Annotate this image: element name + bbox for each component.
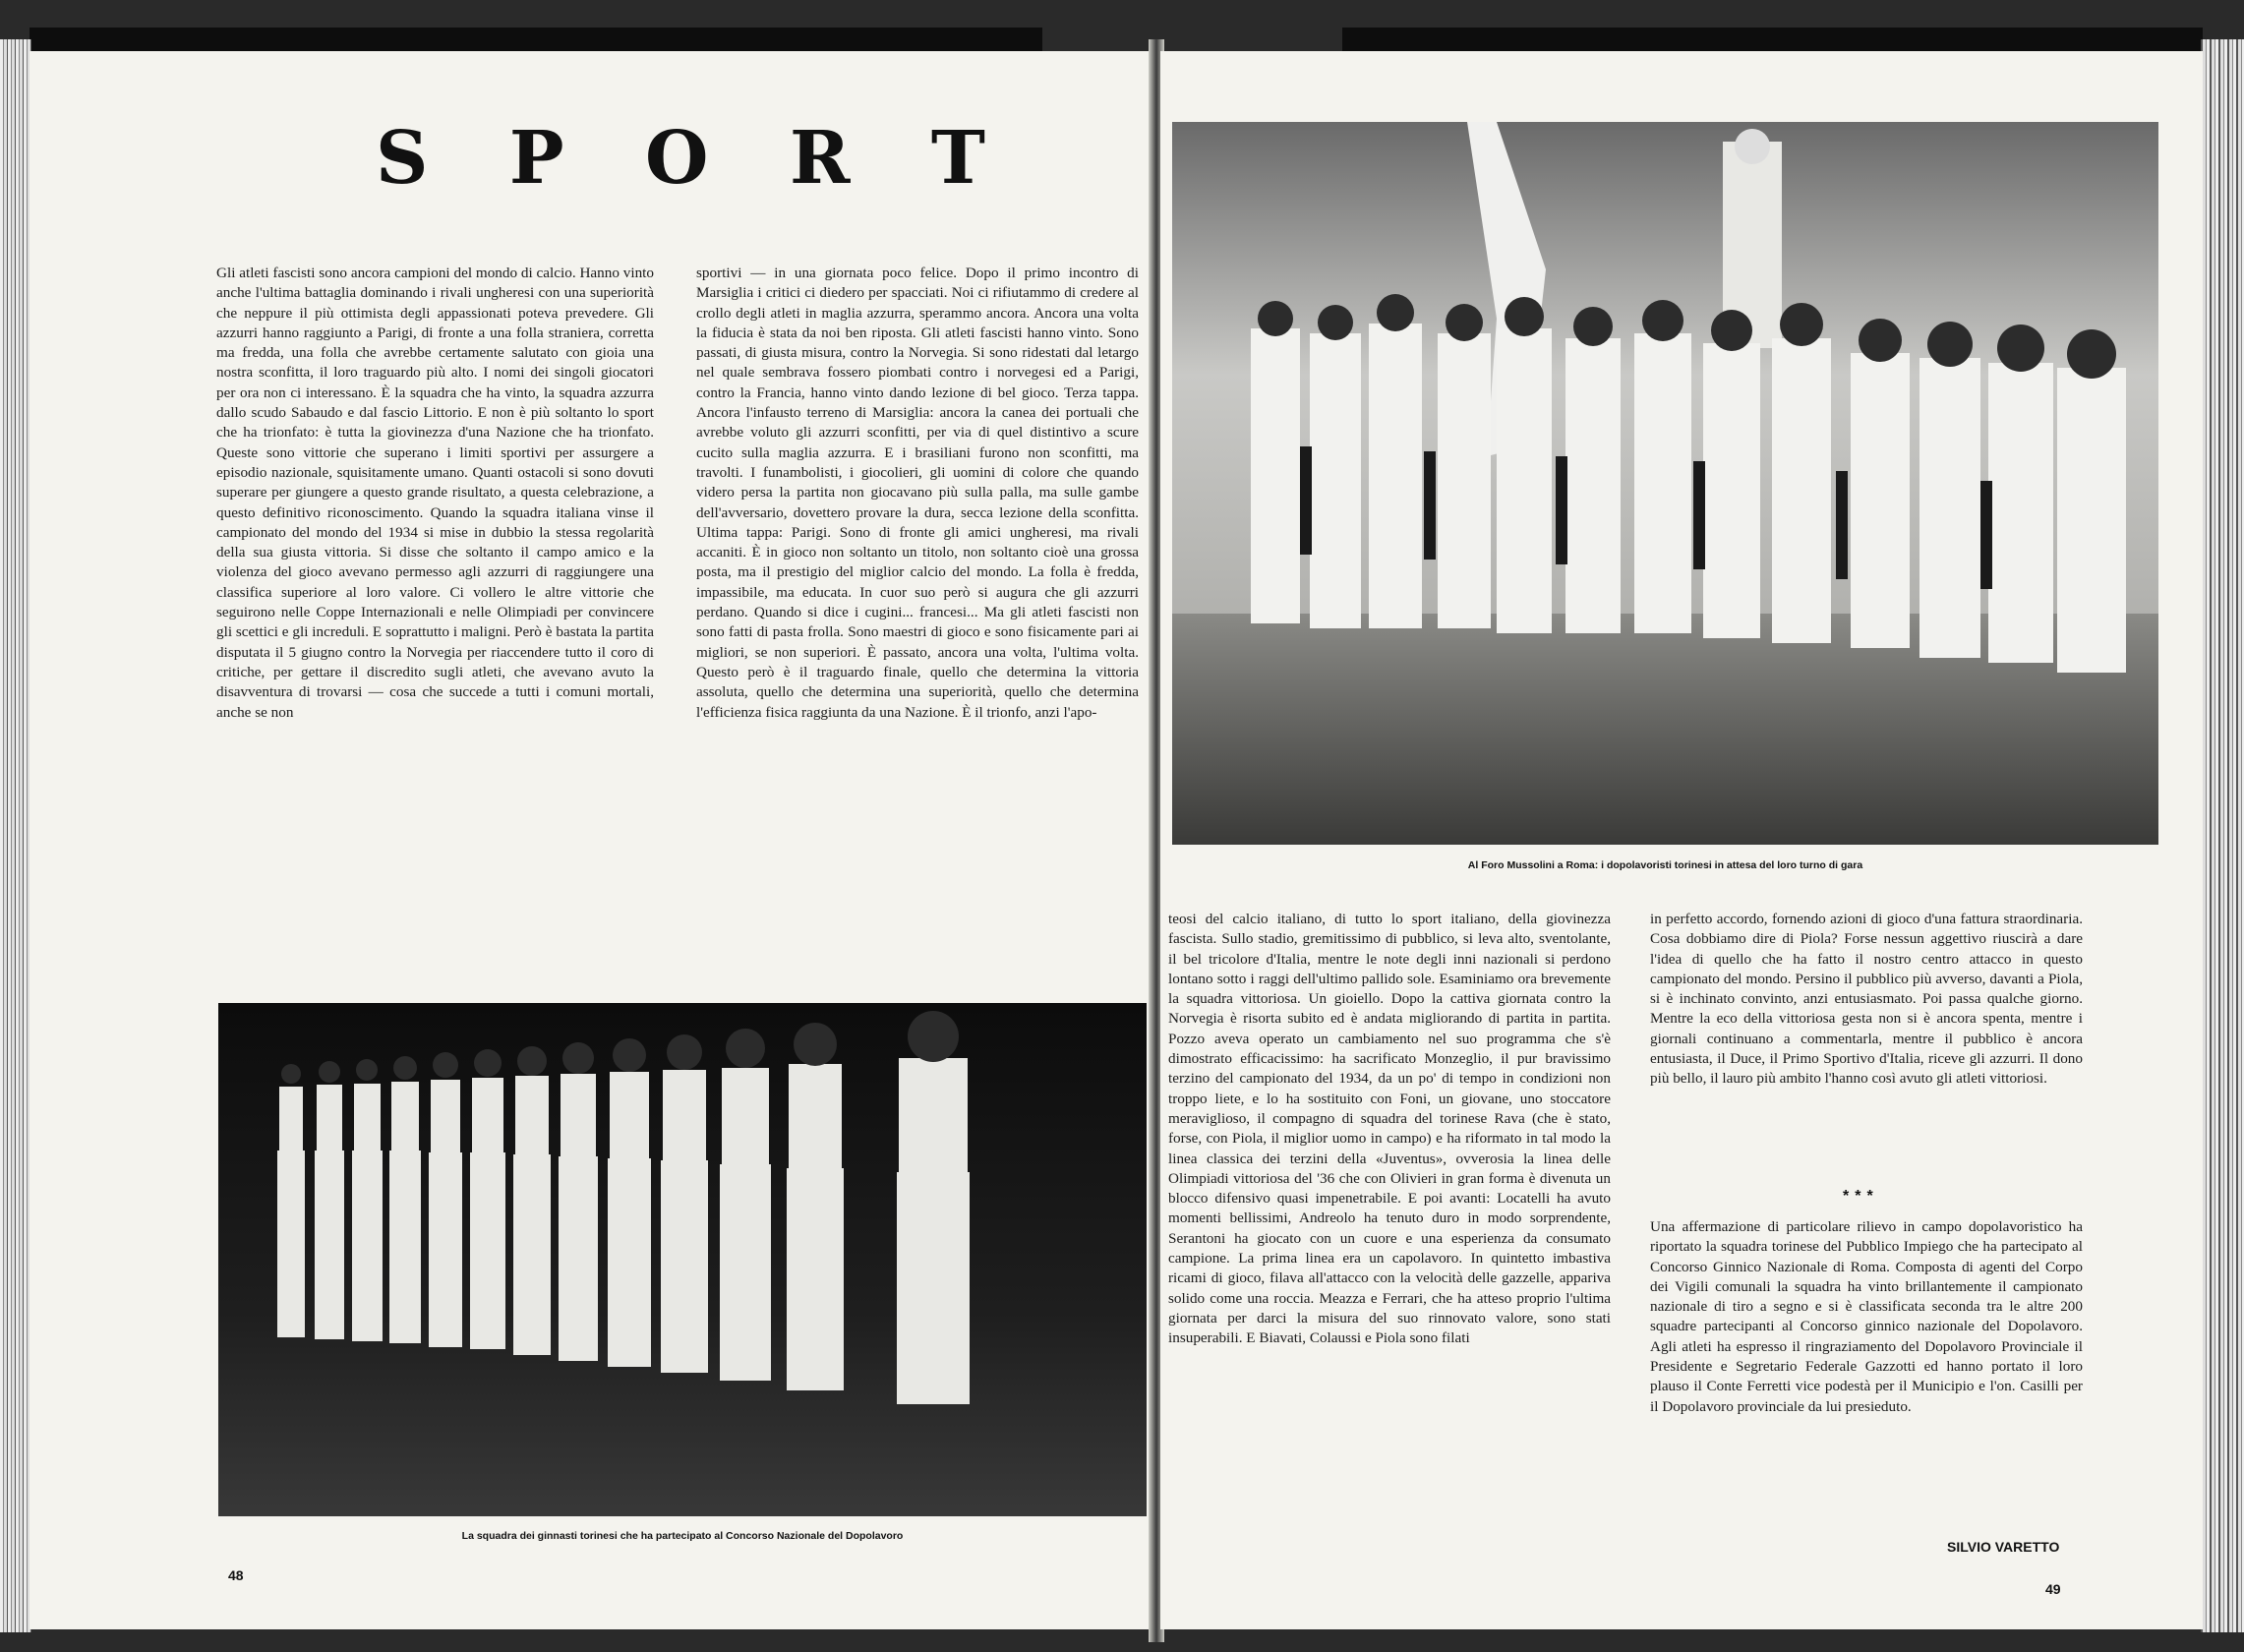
article-text: in perfetto accordo, fornendo azioni di gioco d'una fattura straordinaria. Cosa dobbiamo dire di Piola? Forse nessun aggettivo riuscirà a dare l'idea di quello che ha fatto il nostro centro attacco in questo campionato del mondo. Persino il pubblico più avverso, davanti a Piola, si è inchinato convinto, anzi entusiasmato. Poi passa qualche giorno. Mentre la eco della vittoriosa gesta non si è ancora spenta, mentre i giornali continuano a commentarla, mentre il pubblico è ancora entusiasta, il Duce, il Primo Sportivo d'Italia, riceve gli azzurri. Il dono più bello, il lauro più ambito l'hanno così avuto gli atleti vittoriosi. <box>1650 911 2083 1088</box>
page-edges-left <box>0 39 31 1632</box>
title-letter: O <box>645 116 709 201</box>
foro-mussolini-photo <box>1172 122 2158 845</box>
athletes-row <box>1251 324 2126 673</box>
right-article-column-2a <box>1650 910 2083 1175</box>
title-letter: P <box>508 116 564 201</box>
article-text: teosi del calcio italiano, di tutto lo sport italiano, della giovinezza fascista. Sullo stadio, gremitissimo di pubblico, si leva alto, sventolante, il bel tricolore d'Italia, mentre le note degli inni nazionali si perdono lontano sotto i raggi dell'ultimo pallido sole. Esaminiamo ora brevemente la squadra vittoriosa. Un gioiello. Dopo la cattiva giornata contro la Norvegia è risorta subito ed è andata migliorando di partita in partita. Pozzo aveva operato un cambiamento nel suo programma che s'è dimostrato efficacissimo: ha sacrificato Monzeglio, il pur bravissimo terzino del campionato del 1934, da un po' di tempo in condizioni non troppo liete, e lo ha sostituito con Foni, un giovane, uno stoccatore meraviglioso, il compagno di squadra del torinese Rava (che è stato, forse, con Piola, il miglior uomo in campo) e ha riformato in tal modo la linea classica dei terzini della «Juventus», ovverosia la linea delle Olimpiadi vittoriosa del '36 che con Olivieri in gran forma è divenuta un blocco difensivo quasi impenetrabile. E poi avanti: Locatelli ha avuto momenti bellissimi, Andreolo ha tenuto duro in modo sorprendente, Serantoni ha giocato con un cuore e una esperienza da consumato campione. La prima linea era un capolavoro. In quintetto imbastiva ricami di gioco, filava all'attacco con la velocità delle gazzelle, appariva solido come una roccia. Meazza e Ferrari, che ha atteso proprio l'ultima giornata per darci la misura del suo rinnovato valore, sono stati insuperabili. E Biavati, Colaussi e Piola sono filati <box>1168 911 1611 1347</box>
right-article-column-2b <box>1650 1217 2083 1532</box>
left-article-column-2 <box>696 264 1139 967</box>
gymnasts-photo-image <box>218 1003 1147 1516</box>
page-number-left: 48 <box>228 1567 244 1583</box>
page-number-right: 49 <box>2045 1581 2061 1597</box>
title-letter: S <box>376 116 429 201</box>
gymnasts-photo-caption: La squadra dei ginnasti torinesi che ha partecipato al Concorso Nazionale del Dopolavoro <box>461 1530 904 1542</box>
title-letter: R <box>789 116 851 201</box>
title-letter: T <box>930 116 985 201</box>
article-text: Una affermazione di particolare rilievo in campo dopolavoristico ha riportato la squadra torinese del Pubblico Impiego che ha partecipato al Concorso Ginnico Nazionale di Roma. Composta di agenti del Corpo dei Vigili comunali la squadra ha vinto brillantemente il campionato nazionale di tiro a segno e si è classificata seconda tra le altre 200 squadre partecipanti al Concorso ginnico nazionale del Dopolavoro. Agli atleti ha espresso il ringraziamento del Dopolavoro Provinciale il Presidente e Segretario Federale Gazzotti ed hanno portato il loro plauso il Conte Ferretti vice podestà per il Municipio e l'on. Casilli per il Dopolavoro provinciale da lui presieduto. <box>1650 1218 2083 1415</box>
top-bar-left <box>30 28 1042 53</box>
gymnasts-photo <box>218 1003 1147 1516</box>
foro-mussolini-photo-caption: Al Foro Mussolini a Roma: i dopolavoristi torinesi in attesa del loro turno di gara <box>1467 859 1863 871</box>
left-article-column-1 <box>216 264 654 967</box>
author-signature: SILVIO VARETTO <box>1947 1539 2060 1555</box>
section-separator: *** <box>1843 1188 1879 1205</box>
page-edges-right <box>2201 39 2244 1632</box>
article-text: sportivi — in una giornata poco felice. Dopo il primo incontro di Marsiglia i critici ci diedero per spacciati. Noi ci rifiutammo di credere al crollo degli atleti in maglia azzurra, sperammo ancora. Ancora una volta la fiducia è stata da noi ben riposta. Gli atleti fascisti hanno vinto. Sono passati, di giusta misura, contro la Norvegia. Si sono ridestati dal letargo nel quale sembrava fossero piombati contro i norvegesi ed a Parigi, contro la Francia, hanno vinto dando lezione di bel gioco. Terza tappa. Ancora l'infausto terreno di Marsiglia: ancora la canea dei portuali che avrebbe voluto gli azzurri sconfitti, per via di quel distintivo a scure cucito sulla maglia azzurra. E i brasiliani furono non sconfitti, ma travolti. I funambolisti, i giocolieri, gli uomini di colore che quando videro persa la partita non giocavano più sulla palla, ma sulle gambe dell'avversario, dovettero provare la dura, secca lezione della sconfitta. Ultima tappa: Parigi. Sono di fronte gli amici ungheresi, ma rivali accaniti. È in gioco non soltanto un titolo, non soltanto cioè una grossa posta, ma il prestigio del miglior calcio del mondo. La folla è fredda, impassibile, ma educata. In cuor suo però si augura che gli azzurri perdano. Quando si dice i cugini... francesi... Ma gli atleti fascisti non sono fatti di pasta frolla. Sono maestri di gioco e sono fisicamente pari ai migliori, se non superiori. È passato, ancora una volta, l'ultima volta. Questo però è il traguardo finale, quello che determina la vittoria assoluta, quello che determina una superiorità, quello che determina l'efficienza fisica raggiunta da una Nazione. È il trionfo, anzi l'apo- <box>696 265 1139 721</box>
foro-mussolini-photo-image <box>1172 122 2158 845</box>
section-title <box>376 116 985 201</box>
right-article-column-1 <box>1168 910 1611 1539</box>
top-bar-right <box>1342 28 2203 53</box>
article-text: Gli atleti fascisti sono ancora campioni del mondo di calcio. Hanno vinto anche l'ultima battaglia dominando i rivali ungheresi con una superiorità che neppure il più ottimista degli appassionati poteva prevedere. Gli azzurri hanno raggiunto a Parigi, di fronte a una folla straniera, corretta ma fredda, una folla che avrebbe certamente salutato con gioia una nostra sconfitta, il loro traguardo più alto. I nomi dei singoli giocatori per ora non ci interessano. È la squadra che ha vinto, la squadra azzurra dallo scudo Sabaudo e dal fascio Littorio. E non è più soltanto lo sport che ha trionfato: è tutta la giovinezza d'una Nazione che ha trionfato. Queste sono vittorie che superano i limiti sportivi per assurgere a episodio nazionale, squisitamente umano. Quanti ostacoli si sono dovuti superare per giungere a questo grande risultato, a questa celebrazione, a questo definitivo riconoscimento. Quando la squadra italiana vinse il campionato del mondo del 1934 si mise in dubbio la stessa regolarità della sua giusta vittoria. Si disse che soltanto il campo amico e la violenza del gioco avevano permesso agli azzurri di raggiungere una classifica superiore al loro valore. Ci vollero le altre vittorie che seguirono nelle Coppe Internazionali e nelle Olimpiadi per convincere gli scettici e gli increduli. E soprattutto i maligni. Però è bastata la partita disputata il 5 giugno contro la Norvegia per riaccendere tutto il coro di critiche, per gettare il discredito sugli atleti, che avevano avuto la disavventura di trovarsi — cosa che succede a tutti i comuni mortali, anche se non <box>216 265 654 721</box>
